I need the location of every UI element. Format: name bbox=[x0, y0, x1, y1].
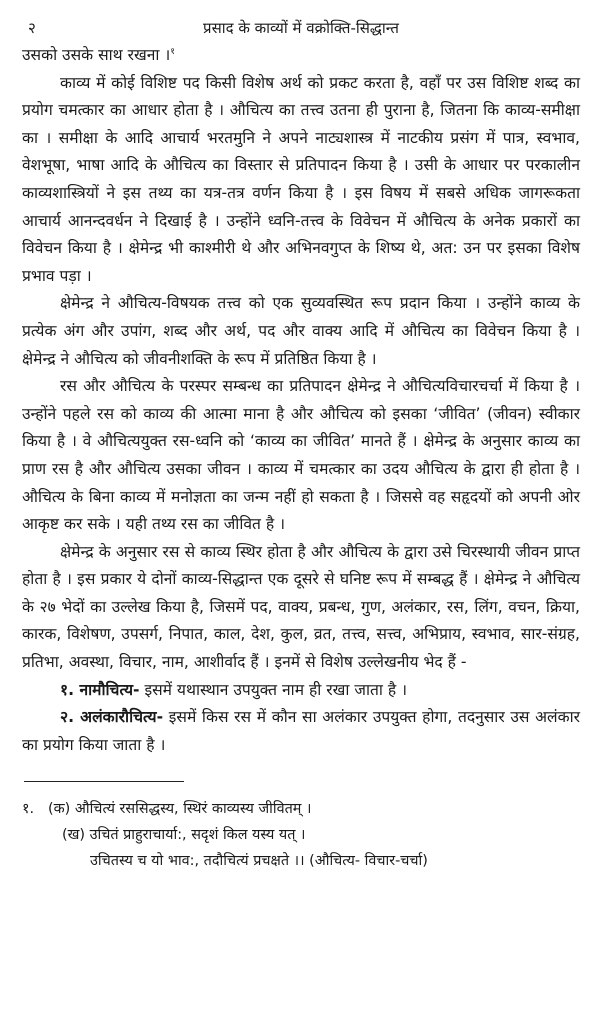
paragraph-continuation bbox=[22, 42, 580, 70]
footnote-line-2 bbox=[22, 822, 580, 848]
footnote-number: १. bbox=[22, 801, 35, 818]
footnote-text-1: (क) औचित्यं रससिद्धस्य, स्थिरं काव्यस्य जीवितम् । bbox=[48, 801, 312, 818]
footnote-text-2: (ख) उचितं प्राहुराचार्या:, सदृशं किल यस्य यत् । bbox=[62, 827, 306, 844]
page-header bbox=[22, 10, 580, 40]
paragraph-4: क्षेमेन्द्र के अनुसार रस से काव्य स्थिर होता है और औचित्य के द्वारा उसे चिरस्थायी जीवन प्राप्त होता है । इस प्रकार ये दोनों काव्य-सिद्धान्त एक दूसरे से घनिष्ट रूप में सम्बद्ध हैं । क्षेमेन्द्र ने औचित्य के २७ भेदों का उल्लेख किया है, जिसमें पद, वाक्य, प्रबन्ध, गुण, अलंकार, रस, लिंग, वचन, क्रिया, कारक, विशेषण, उपसर्ग, निपात, काल, देश, कुल, व्रत, तत्त्व, सत्त्व, अभिप्राय, स्वभाव, सार-संग्रह, प्रतिभा, अवस्था, विचार, नाम, आशीर्वाद हैं । इनमें से विशेष उल्लेखनीय भेद हैं - bbox=[22, 542, 580, 672]
running-title: प्रसाद के काव्यों में वक्रोक्ति-सिद्धान्त bbox=[203, 19, 399, 37]
footnotes bbox=[22, 796, 580, 874]
page-number: २ bbox=[28, 19, 36, 37]
footnote-divider bbox=[24, 781, 184, 782]
list-item-2-text: इसमें किस रस में कौन सा अलंकार उपयुक्त होगा, तदनुसार उस अलंकार का प्रयोग किया जाता है । bbox=[22, 708, 581, 754]
paragraph-1: काव्य में कोई विशिष्ट पद किसी विशेष अर्थ को प्रकट करता है, वहाँ पर उस विशिष्ट शब्द का प्रयोग चमत्कार का आधार होता है । औचित्य का तत्त्व उतना ही पुराना है, जितना कि काव्य-समीक्षा का । समीक्षा के आदि आचार्य भरतमुनि ने अपने नाट्यशास्त्र में नाटकीय प्रसंग में पात्र, स्वभाव, वेशभूषा, भाषा आदि के औचित्य का विस्तार से प्रतिपादन किया है । उसी के आधार पर परकालीन काव्यशास्त्रियों ने इस तथ्य का यत्र-तत्र वर्णन किया है । इस विषय में सबसे अधिक जागरूकता आचार्य आनन्दवर्धन ने दिखाई है । उन्होंने ध्वनि-तत्त्व के विवेचन में औचित्य के अनेक प्रकारों का विवेचन किया है । क्षेमेन्द्र भी काश्मीरी थे और अभिनवगुप्त के शिष्य थे, अत: उन पर इसका विशेष प्रभाव पड़ा । bbox=[22, 73, 580, 285]
list-item-1-text: इसमें यथास्थान उपयुक्त नाम ही रखा जाता है । bbox=[139, 680, 408, 699]
list-item-2-label: २. अलंकारौचित्य- bbox=[60, 708, 164, 727]
footnote-text-3: उचितस्य च यो भाव:, तदौचित्यं प्रचक्षते ।। (औचित्य- विचार-चर्चा) bbox=[90, 853, 428, 870]
list-item-2 bbox=[22, 704, 580, 759]
paragraph-2: क्षेमेन्द्र ने औचित्य-विषयक तत्त्व को एक सुव्यवस्थित रूप प्रदान किया । उन्होंने काव्य के प्रत्येक अंग और उपांग, शब्द और अर्थ, पद और वाक्य आदि में औचित्य का विवेचन किया है । क्षेमेन्द्र ने औचित्य को जीवनीशक्ति के रूप में प्रतिष्ठित किया है । bbox=[22, 294, 580, 368]
footnote-ref: १ bbox=[170, 46, 175, 57]
continuation-text: उसको उसके साथ रखना । bbox=[22, 46, 171, 64]
footnote-line-1 bbox=[22, 796, 580, 822]
paragraph-3: रस और औचित्य के परस्पर सम्बन्ध का प्रतिपादन क्षेमेन्द्र ने औचित्यविचारचर्चा में किया है । उन्होंने पहले रस को काव्य की आत्मा माना है और औचित्य को इसका ‘जीवित’ (जीवन) स्वीकार किया है । वे औचित्ययुक्त रस-ध्वनि को ‘काव्य का जीवित’ मानते हैं । क्षेमेन्द्र के अनुसार काव्य का प्राण रस है और औचित्य उसका जीवन । काव्य में चमत्कार का उदय औचित्य के द्वारा ही होता है । औचित्य के बिना काव्य में मनोज्ञता का जन्म नहीं हो सकता है । जिससे वह सहृदयों को अपनी ओर आकृष्ट कर सके । यही तथ्य रस का जीवित है । bbox=[22, 377, 580, 534]
list-item-1 bbox=[22, 677, 580, 705]
page-body bbox=[22, 42, 580, 759]
list-item-1-label: १. नामौचित्य- bbox=[60, 680, 140, 699]
footnote-line-3 bbox=[22, 848, 580, 874]
